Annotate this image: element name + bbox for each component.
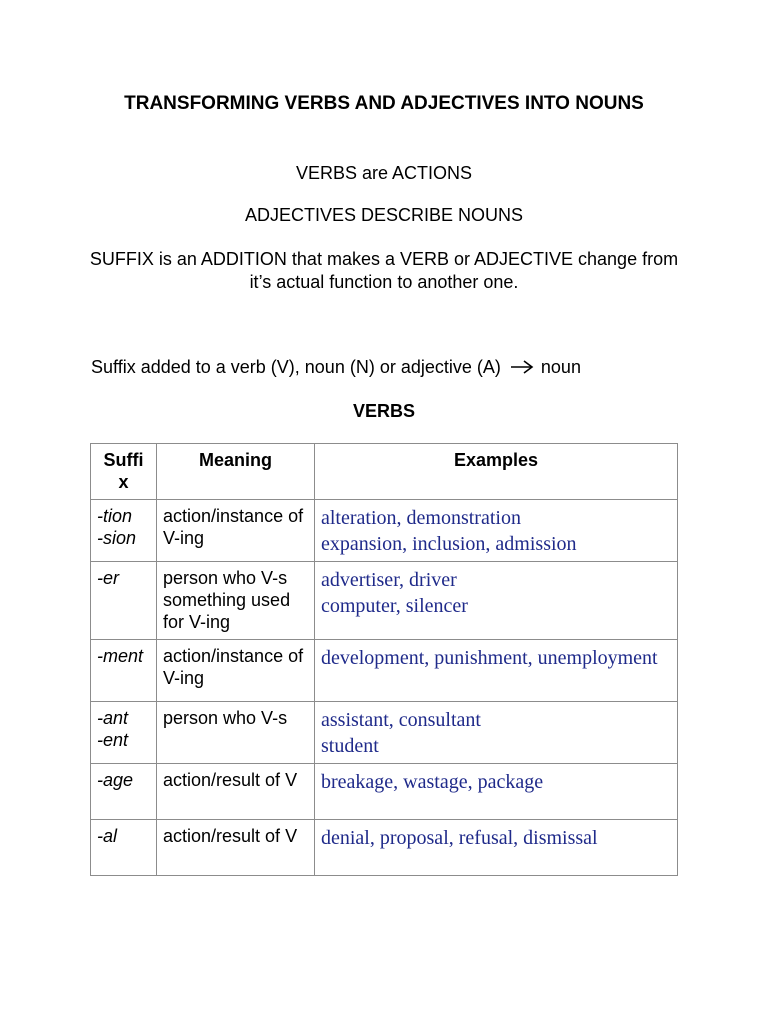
table-row [91,764,678,820]
examples-cell [315,764,678,820]
suffix-rule-text: Suffix added to a verb (V), noun (N) or adjective (A) [91,357,501,377]
page-title: TRANSFORMING VERBS AND ADJECTIVES INTO NOUNS [124,93,644,114]
example-text: breakage, wastage, package [321,771,544,793]
examples-cell [315,640,678,702]
example-text: alteration, demonstration [321,507,521,529]
suffix-text: -age [97,770,134,790]
example-text: student [321,735,379,757]
example-text: denial, proposal, refusal, dismissal [321,827,598,849]
examples-cell [315,500,678,562]
examples-cell [315,562,678,640]
table-row [91,640,678,702]
examples-cell [315,702,678,764]
section-title-verbs: VERBS [352,401,415,421]
suffix-text: -er [97,568,119,588]
intro-line-suffix-definition: SUFFIX is an ADDITION that makes a VERB or ADJECTIVE change from it’s actual function to another one. [89,249,679,292]
suffix-text: -ent [97,730,129,750]
meaning-cell: person who V-s [157,702,315,764]
suffix-text: -ant [97,708,129,728]
meaning-cell: action/instance of V-ing [157,640,315,702]
example-text: development, punishment, unemployment [321,647,658,669]
header-suffix: Suffix [91,444,157,500]
suffix-cell [91,500,157,562]
examples-cell [315,820,678,876]
suffix-rule-result: noun [540,357,581,377]
suffix-cell [91,562,157,640]
table-row [91,562,678,640]
table-header-row [91,444,678,500]
suffix-text: -ment [97,646,144,666]
suffix-table [90,443,678,876]
suffix-text: -tion [97,506,133,526]
header-meaning: Meaning [157,444,315,500]
table-row [91,500,678,562]
intro-line-verbs: VERBS are ACTIONS [295,163,473,183]
table-row [91,702,678,764]
example-text: advertiser, driver [321,569,457,591]
intro-line-adjectives: ADJECTIVES DESCRIBE NOUNS [244,205,524,225]
suffix-cell [91,764,157,820]
suffix-text: -sion [97,528,137,548]
meaning-cell: person who V-s something used for V-ing [157,562,315,640]
right-arrow-icon [510,355,534,379]
header-examples: Examples [315,444,678,500]
suffix-text: -al [97,826,118,846]
suffix-cell [91,820,157,876]
meaning-cell: action/instance of V-ing [157,500,315,562]
table-row [91,820,678,876]
example-text: assistant, consultant [321,709,481,731]
example-text: expansion, inclusion, admission [321,533,577,555]
suffix-cell [91,640,157,702]
suffix-cell [91,702,157,764]
example-text: computer, silencer [321,595,468,617]
meaning-cell: action/result of V [157,820,315,876]
meaning-cell: action/result of V [157,764,315,820]
suffix-rule-line [91,355,581,379]
